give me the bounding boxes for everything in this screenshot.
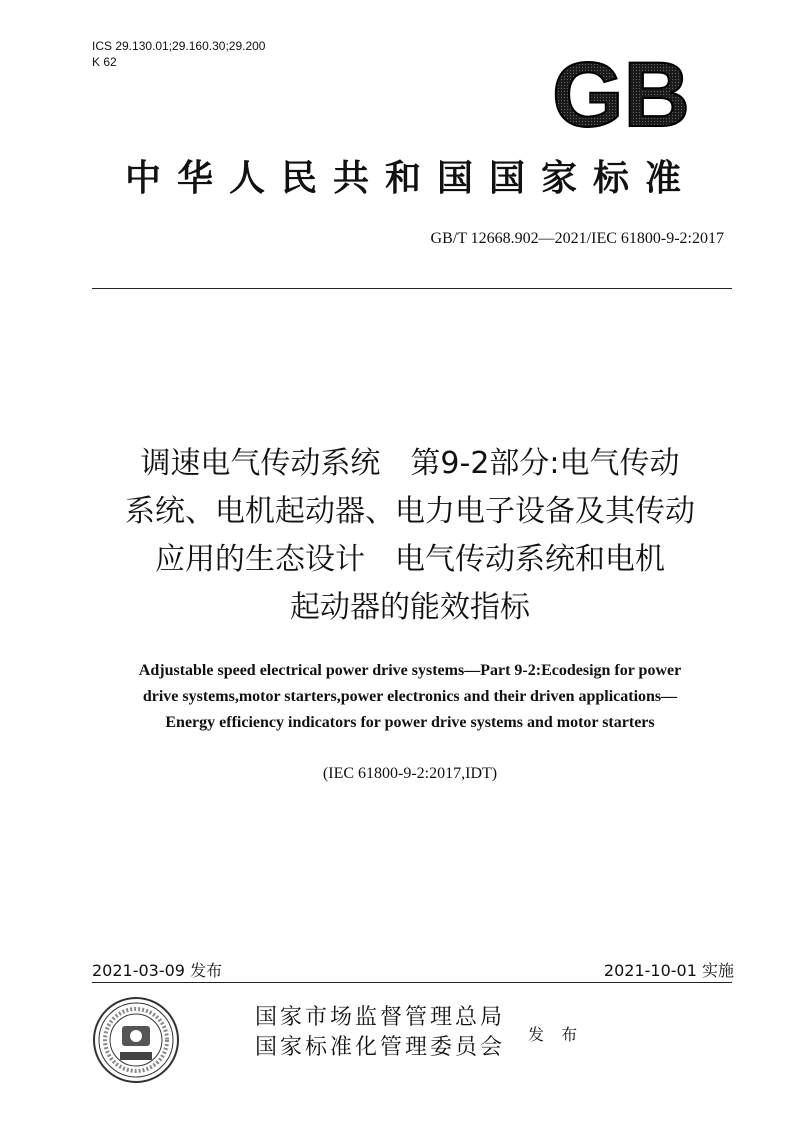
- issuer-name: 国家市场监督管理总局: [255, 1005, 506, 1030]
- ics-line: ICS 29.130.01;29.160.30;29.200: [92, 39, 266, 53]
- chinese-title-line: 应用的生态设计 电气传动系统和电机: [155, 542, 665, 577]
- implement-date: 2021-10-01 实施: [603, 961, 734, 980]
- gb-logo: [536, 54, 706, 136]
- standard-number: GB/T 12668.902—2021/IEC 61800-9-2:2017: [430, 230, 724, 247]
- national-standard-title: 中华人民共和国国家标准: [124, 157, 697, 199]
- issuer-name: 国家标准化管理委员会: [255, 1035, 506, 1060]
- chinese-title: [70, 440, 750, 632]
- iec-reference: (IEC 61800-9-2:2017,IDT): [322, 765, 498, 782]
- english-title-line: drive systems,motor starters,power electronics and their driven applications—: [142, 688, 678, 705]
- gb-logo-text: GB: [552, 54, 690, 136]
- ics-classification: [92, 38, 265, 70]
- official-seal-icon: [92, 996, 180, 1084]
- chinese-title-line: 系统、电机起动器、电力电子设备及其传动: [125, 494, 695, 529]
- issuing-authorities: [255, 1003, 505, 1063]
- footer-divider: [92, 982, 732, 983]
- ccs-line: K 62: [92, 55, 117, 69]
- english-title-line: Energy efficiency indicators for power drive systems and motor starters: [165, 714, 655, 731]
- chinese-title-line: 调速电气传动系统 第9-2部分:电气传动: [140, 446, 680, 481]
- header-divider: [92, 288, 732, 289]
- chinese-title-line: 起动器的能效指标: [290, 590, 530, 625]
- issue-label: 发 布: [528, 1025, 584, 1044]
- english-title-line: Adjustable speed electrical power drive systems—Part 9-2:Ecodesign for power: [138, 662, 682, 679]
- english-title: [60, 658, 760, 736]
- publish-date: 2021-03-09 发布: [92, 961, 223, 980]
